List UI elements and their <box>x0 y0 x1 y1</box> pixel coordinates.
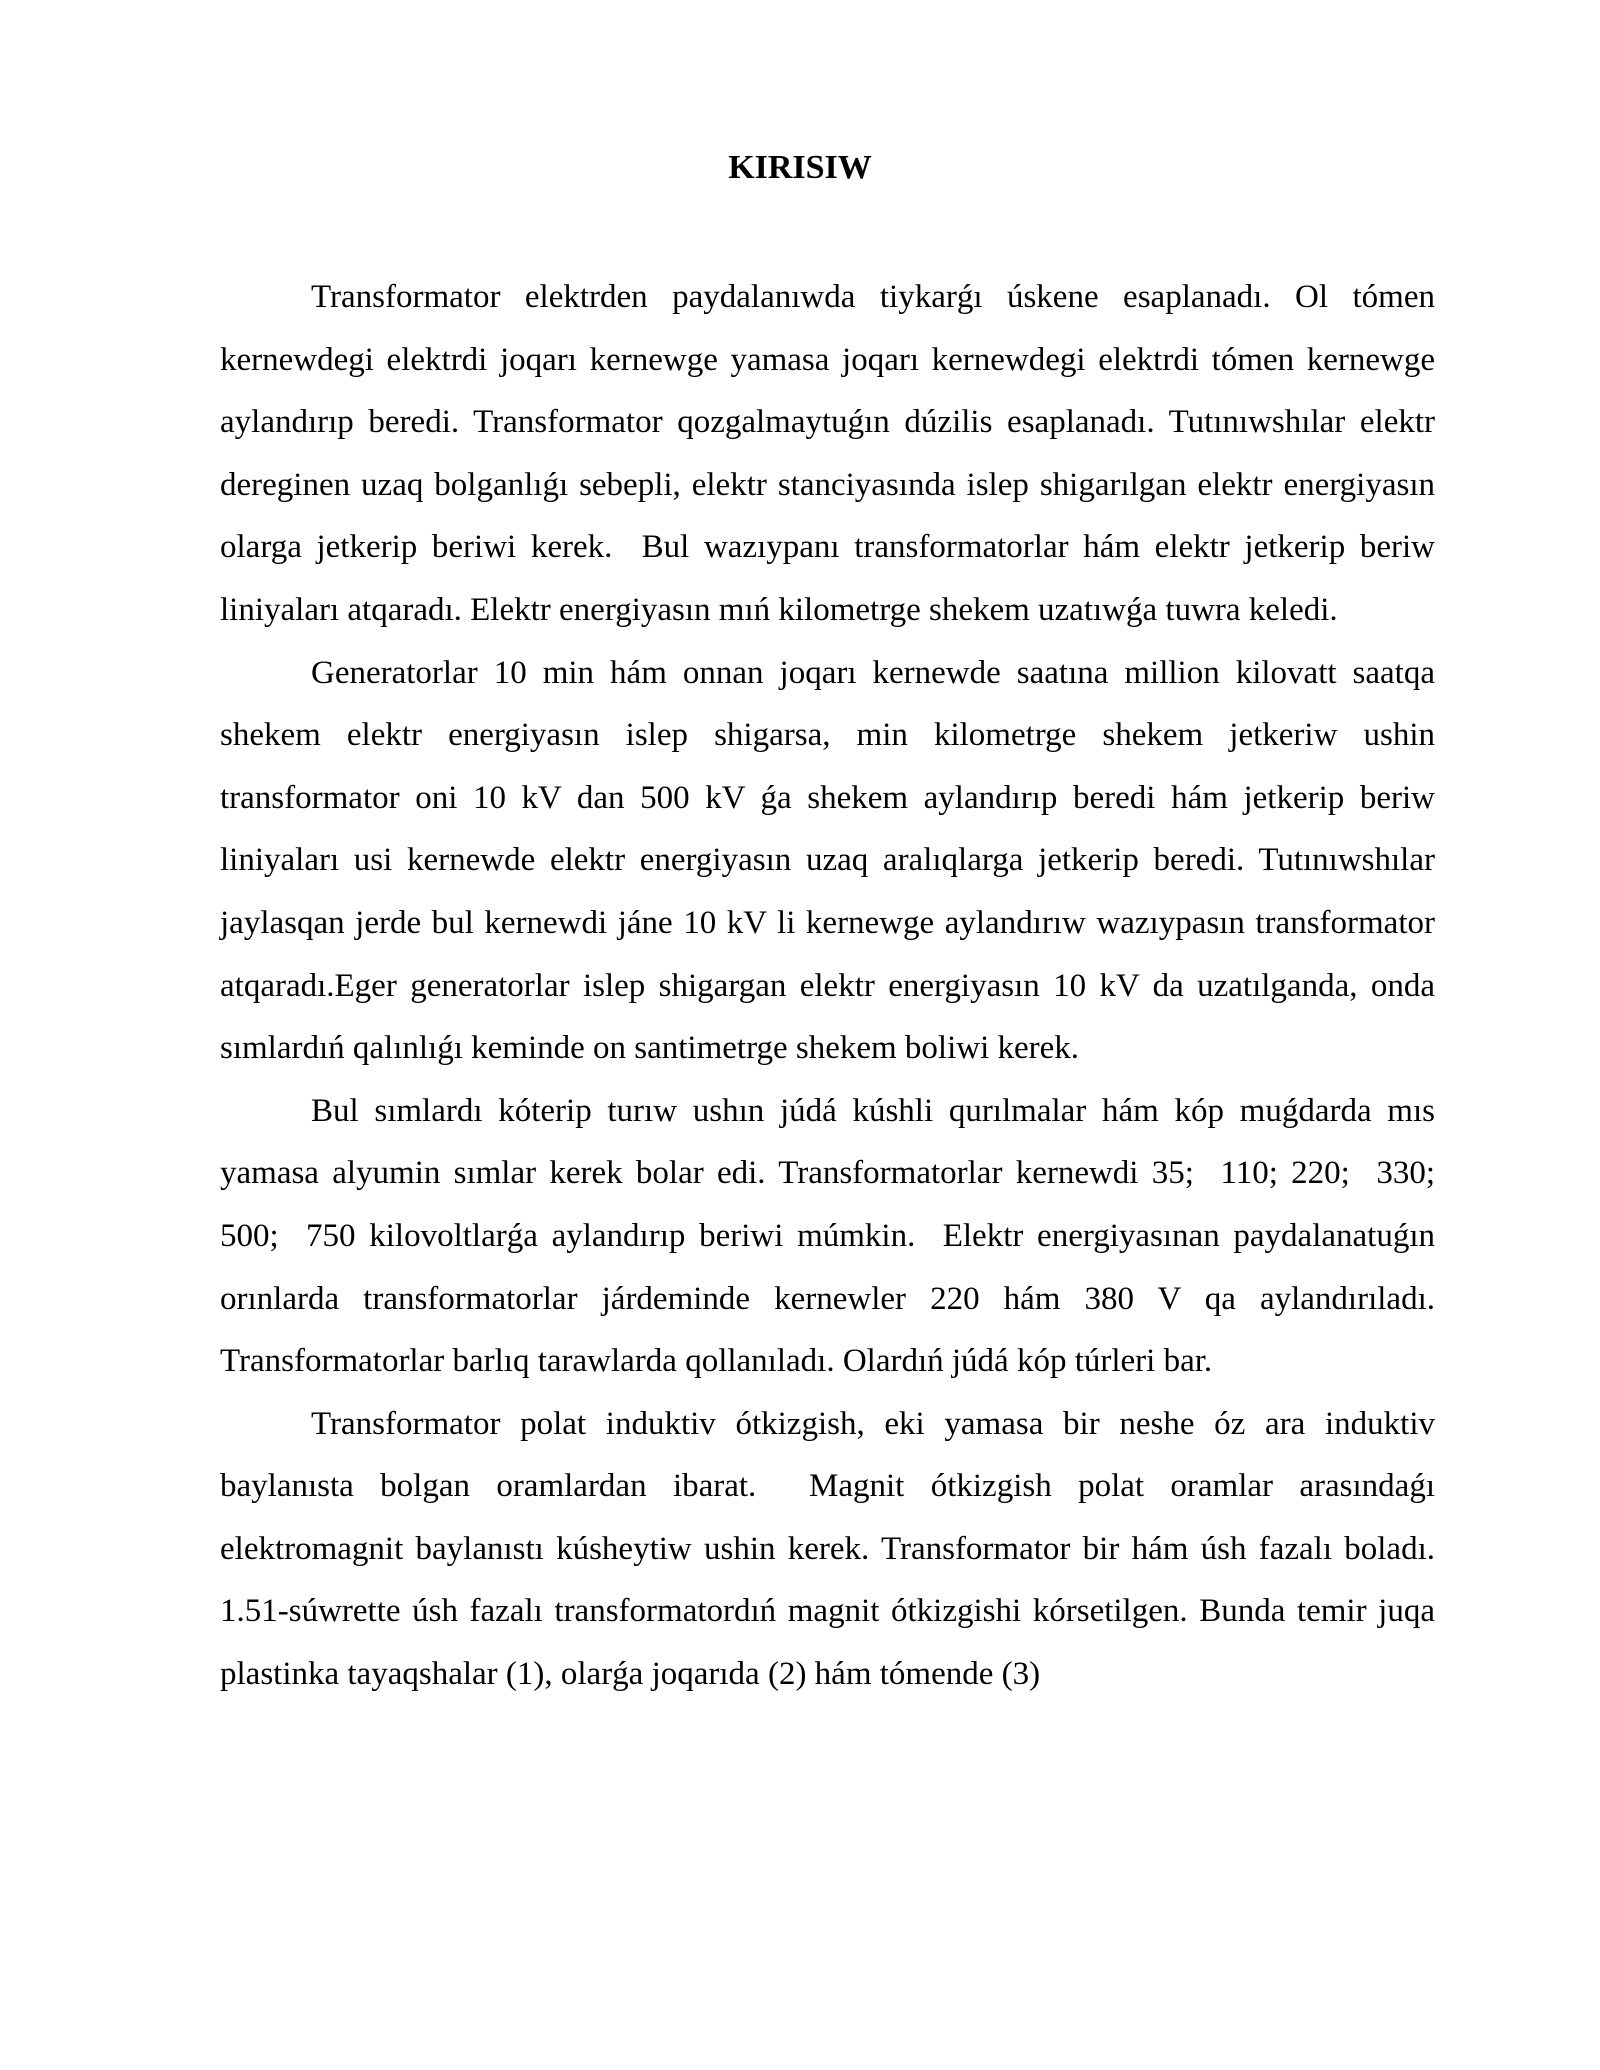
paragraph: Transformator polat induktiv ótkizgish, eki yamasa bir neshe óz ara induktiv baylanısta bolgan oramlardan ibarat. Magnit ótkizgish polat oramlar arasındaǵı elektromagnit baylanıstı kúsheytiw ushin kerek. Transformator bir hám úsh fazalı boladı. 1.51-súwrette úsh fazalı transformatordıń magnit ótkizgishi kórsetilgen. Bunda temir juqa plastinka tayaqshalar (1), olarǵa joqarıda (2) hám tómende (3) <box>220 1405 1444 1693</box>
paragraph: Transformator elektrden paydalanıwda tiykarǵı úskene esaplanadı. Ol tómen kernewdegi elektrdi joqarı kernewge yamasa joqarı kernewdegi elektrdi tómen kernewge aylandırıp beredi. Transformator qozgalmaytuǵın dúzilis esaplanadı. Tutınıwshılar elektr dereginen uzaq bolganlıǵı sebepli, elektr stanciyasında islep shigarılgan elektr energiyasın olarga jetkerip beriwi kerek. Bul wazıypanı transformatorlar hám elektr jetkerip beriw liniyaları atqaradı. Elektr energiyasın mıń kilometrge shekem uzatıwǵa tuwra keledi. <box>220 279 1444 628</box>
paragraph: Generatorlar 10 min hám onnan joqarı kernewde saatına million kilovatt saatqa shekem elektr energiyasın islep shigarsa, min kilometrge shekem jetkeriw ushin transformator oni 10 kV dan 500 kV ǵa shekem aylandırıp beredi hám jetkerip beriw liniyaları usi kernewde elektr energiyasın uzaq aralıqlarga jetkerip beredi. Tutınıwshılar jaylasqan jerde bul kernewdi jáne 10 kV li kernewge aylandırıw wazıypasın transformator atqaradı.Eger generatorlar islep shigargan elektr energiyasın 10 kV da uzatılganda, onda sımlardıń qalınlıǵı keminde on santimetrge shekem boliwi kerek. <box>220 654 1444 1067</box>
paragraph: Bul sımlardı kóterip turıw ushın júdá kúshli qurılmalar hám kóp muǵdarda mıs yamasa alyumin sımlar kerek bolar edi. Transformatorlar kernewdi 35; 110; 220; 330; 500; 750 kilovoltlarǵa aylandırıp beriwi múmkin. Elektr energiyasınan paydalanatuǵın orınlarda transformatorlar járdeminde kernewler 220 hám 380 V qa aylandırıladı. Transformatorlar barlıq tarawlarda qollanıladı. Olardıń júdá kóp túrleri bar. <box>220 1092 1452 1380</box>
page-title: KIRISIW <box>728 149 872 186</box>
document-body <box>220 266 1452 1706</box>
